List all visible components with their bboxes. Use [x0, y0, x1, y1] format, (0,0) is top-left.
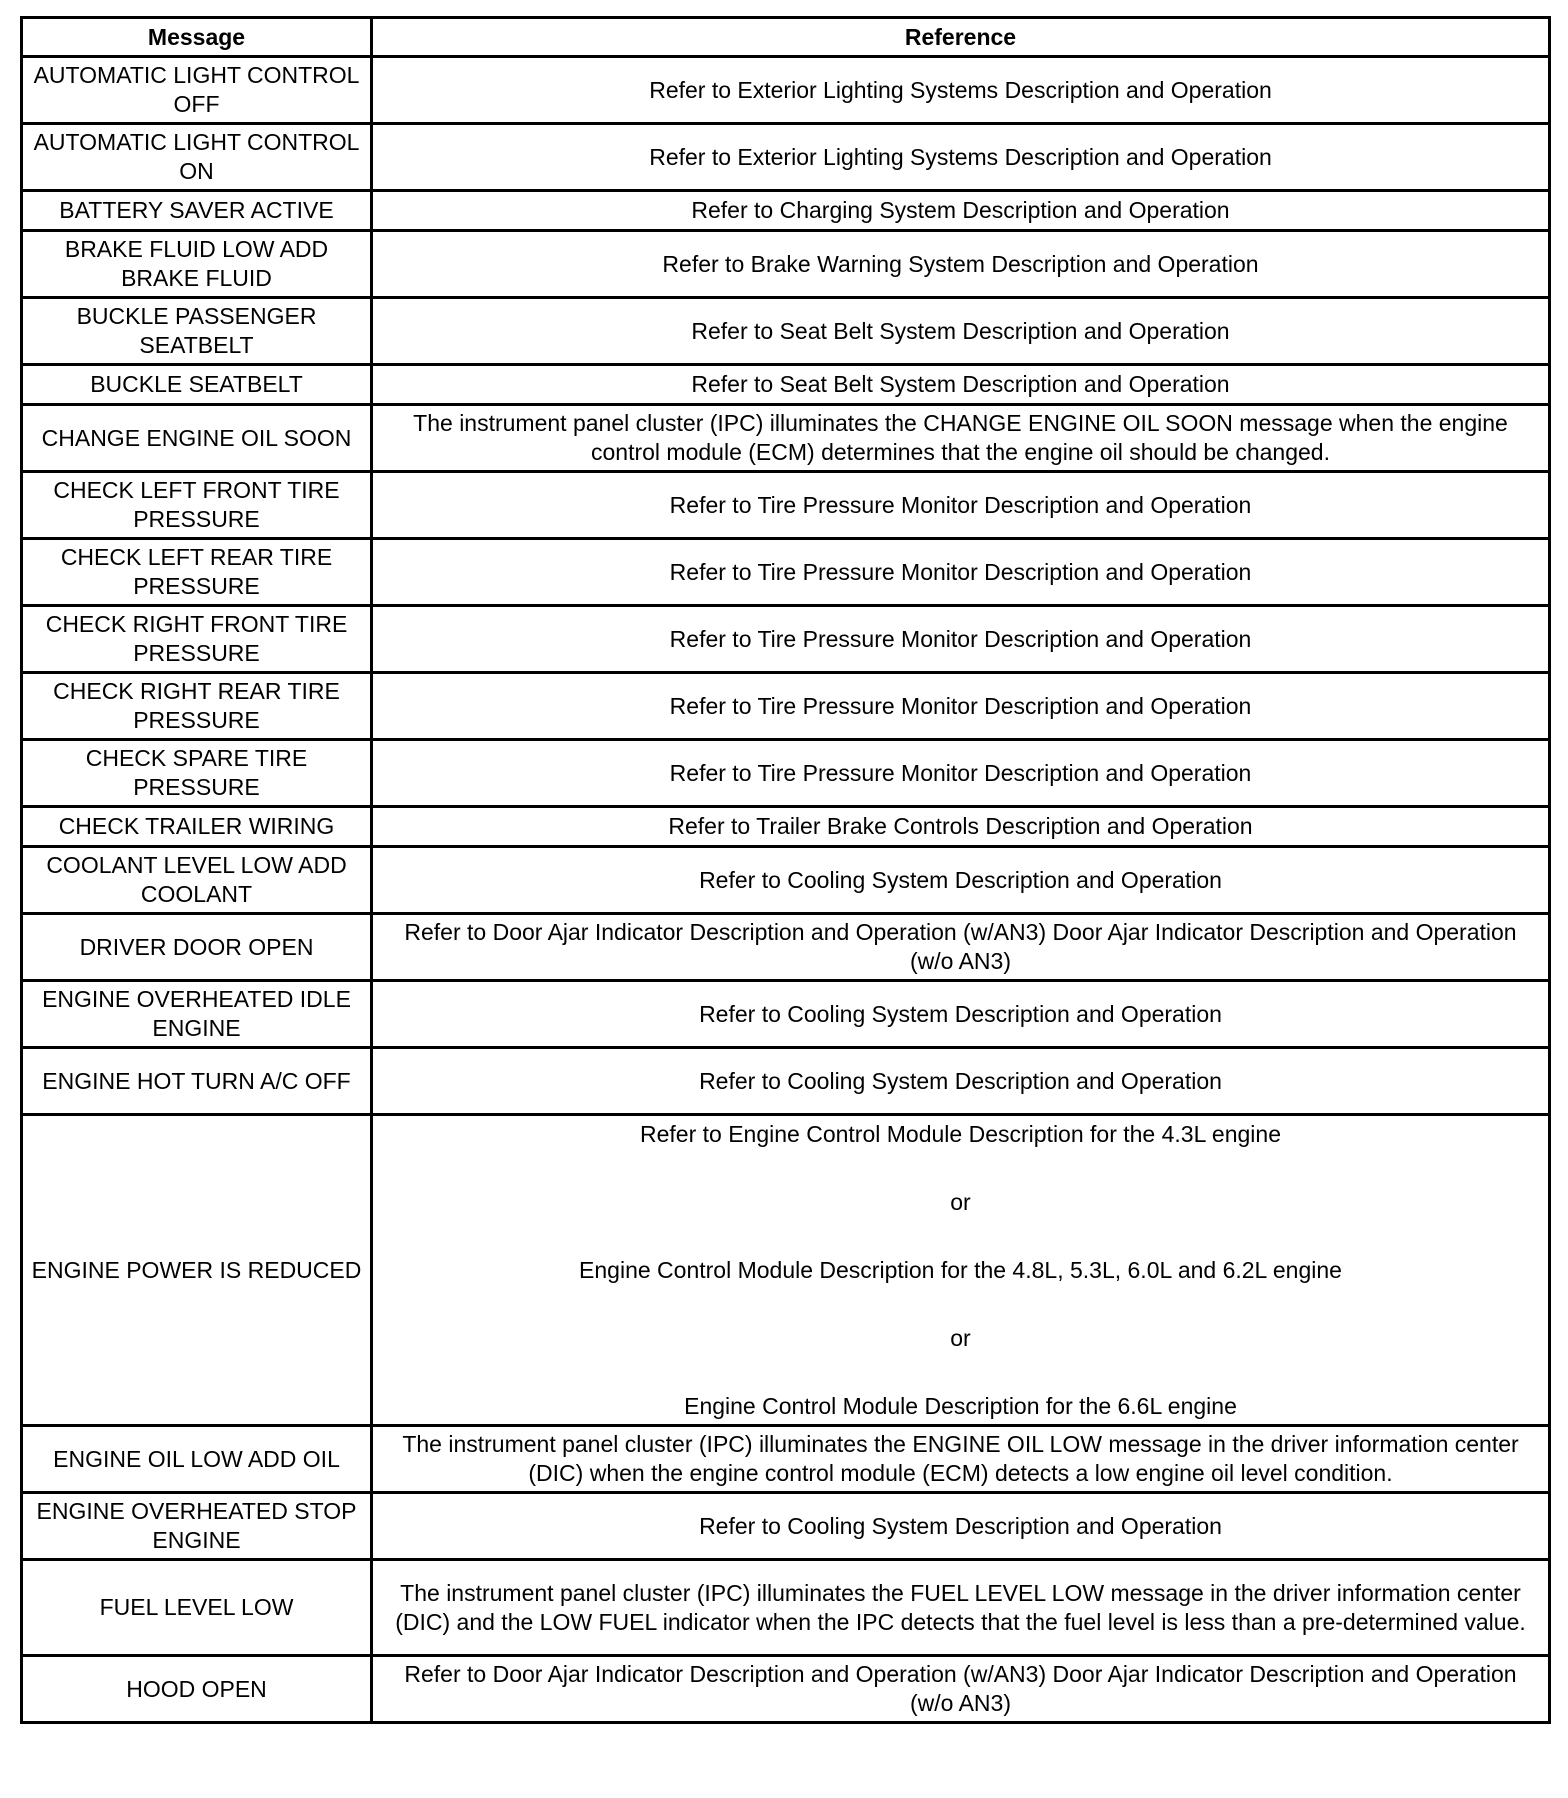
table-row: [22, 57, 1550, 124]
message-cell: BRAKE FLUID LOW ADD BRAKE FLUID: [22, 231, 372, 298]
reference-cell: The instrument panel cluster (IPC) illuminates the CHANGE ENGINE OIL SOON message when the engine control module (ECM) determines that the engine oil should be changed.: [372, 405, 1550, 472]
reference-line: or: [950, 1324, 971, 1351]
table-row: [22, 472, 1550, 539]
reference-cell: Refer to Exterior Lighting Systems Description and Operation: [372, 124, 1550, 191]
reference-cell: Refer to Charging System Description and Operation: [372, 191, 1550, 231]
reference-line: Engine Control Module Description for the 4.8L, 5.3L, 6.0L and 6.2L engine: [579, 1256, 1342, 1283]
reference-cell: Refer to Trailer Brake Controls Description and Operation: [372, 807, 1550, 847]
table-row: [22, 405, 1550, 472]
message-reference-table: [20, 16, 1551, 1724]
table-row: [22, 231, 1550, 298]
message-cell: CHECK RIGHT REAR TIRE PRESSURE: [22, 673, 372, 740]
table-row: [22, 365, 1550, 405]
message-cell: ENGINE HOT TURN A/C OFF: [22, 1048, 372, 1115]
table-row: [22, 1048, 1550, 1115]
table-row: [22, 914, 1550, 981]
message-cell: FUEL LEVEL LOW: [22, 1560, 372, 1656]
message-cell: COOLANT LEVEL LOW ADD COOLANT: [22, 847, 372, 914]
message-cell: CHECK SPARE TIRE PRESSURE: [22, 740, 372, 807]
table-row: [22, 191, 1550, 231]
table-row: [22, 124, 1550, 191]
table-row: [22, 1493, 1550, 1560]
message-cell: CHANGE ENGINE OIL SOON: [22, 405, 372, 472]
reference-cell: Refer to Tire Pressure Monitor Description and Operation: [372, 472, 1550, 539]
table-row: [22, 807, 1550, 847]
message-cell: ENGINE POWER IS REDUCED: [22, 1115, 372, 1426]
reference-cell: Refer to Door Ajar Indicator Description and Operation (w/AN3) Door Ajar Indicator Description and Operation (w/o AN3): [372, 1656, 1550, 1723]
message-cell: CHECK RIGHT FRONT TIRE PRESSURE: [22, 606, 372, 673]
header-message: Message: [22, 18, 372, 57]
table-row: [22, 740, 1550, 807]
table-row: [22, 981, 1550, 1048]
header-row: [22, 18, 1550, 57]
message-cell: ENGINE OVERHEATED STOP ENGINE: [22, 1493, 372, 1560]
message-cell: CHECK LEFT REAR TIRE PRESSURE: [22, 539, 372, 606]
table-row: [22, 673, 1550, 740]
table-row: [22, 1115, 1550, 1426]
reference-cell: Refer to Seat Belt System Description and Operation: [372, 298, 1550, 365]
reference-cell: The instrument panel cluster (IPC) illuminates the FUEL LEVEL LOW message in the driver information center (DIC) and the LOW FUEL indicator when the IPC detects that the fuel level is less than a pre-determined value.: [372, 1560, 1550, 1656]
reference-cell: Refer to Tire Pressure Monitor Description and Operation: [372, 740, 1550, 807]
message-cell: ENGINE OVERHEATED IDLE ENGINE: [22, 981, 372, 1048]
message-cell: DRIVER DOOR OPEN: [22, 914, 372, 981]
reference-cell: Refer to Door Ajar Indicator Description and Operation (w/AN3) Door Ajar Indicator Description and Operation (w/o AN3): [372, 914, 1550, 981]
message-cell: BATTERY SAVER ACTIVE: [22, 191, 372, 231]
reference-line: Engine Control Module Description for the 6.6L engine: [684, 1392, 1237, 1419]
table-row: [22, 1656, 1550, 1723]
reference-line: Refer to Engine Control Module Description for the 4.3L engine: [640, 1120, 1281, 1147]
message-cell: BUCKLE PASSENGER SEATBELT: [22, 298, 372, 365]
table-row: [22, 1426, 1550, 1493]
reference-cell: [372, 1115, 1550, 1426]
reference-cell: Refer to Tire Pressure Monitor Description and Operation: [372, 673, 1550, 740]
reference-line: or: [950, 1188, 971, 1215]
message-cell: AUTOMATIC LIGHT CONTROL OFF: [22, 57, 372, 124]
message-cell: CHECK TRAILER WIRING: [22, 807, 372, 847]
table-row: [22, 1560, 1550, 1656]
message-cell: HOOD OPEN: [22, 1656, 372, 1723]
header-reference: Reference: [372, 18, 1550, 57]
reference-cell: Refer to Brake Warning System Description and Operation: [372, 231, 1550, 298]
reference-cell: The instrument panel cluster (IPC) illuminates the ENGINE OIL LOW message in the driver information center (DIC) when the engine control module (ECM) detects a low engine oil level condition.: [372, 1426, 1550, 1493]
reference-cell: Refer to Cooling System Description and Operation: [372, 1048, 1550, 1115]
table-row: [22, 298, 1550, 365]
message-cell: CHECK LEFT FRONT TIRE PRESSURE: [22, 472, 372, 539]
reference-cell: Refer to Cooling System Description and Operation: [372, 847, 1550, 914]
table-row: [22, 539, 1550, 606]
reference-cell: Refer to Cooling System Description and Operation: [372, 981, 1550, 1048]
reference-cell: Refer to Cooling System Description and Operation: [372, 1493, 1550, 1560]
table-row: [22, 847, 1550, 914]
reference-cell: Refer to Tire Pressure Monitor Description and Operation: [372, 606, 1550, 673]
message-cell: BUCKLE SEATBELT: [22, 365, 372, 405]
message-cell: AUTOMATIC LIGHT CONTROL ON: [22, 124, 372, 191]
reference-cell: Refer to Exterior Lighting Systems Description and Operation: [372, 57, 1550, 124]
reference-cell: Refer to Tire Pressure Monitor Description and Operation: [372, 539, 1550, 606]
table-row: [22, 606, 1550, 673]
message-cell: ENGINE OIL LOW ADD OIL: [22, 1426, 372, 1493]
reference-cell: Refer to Seat Belt System Description and Operation: [372, 365, 1550, 405]
